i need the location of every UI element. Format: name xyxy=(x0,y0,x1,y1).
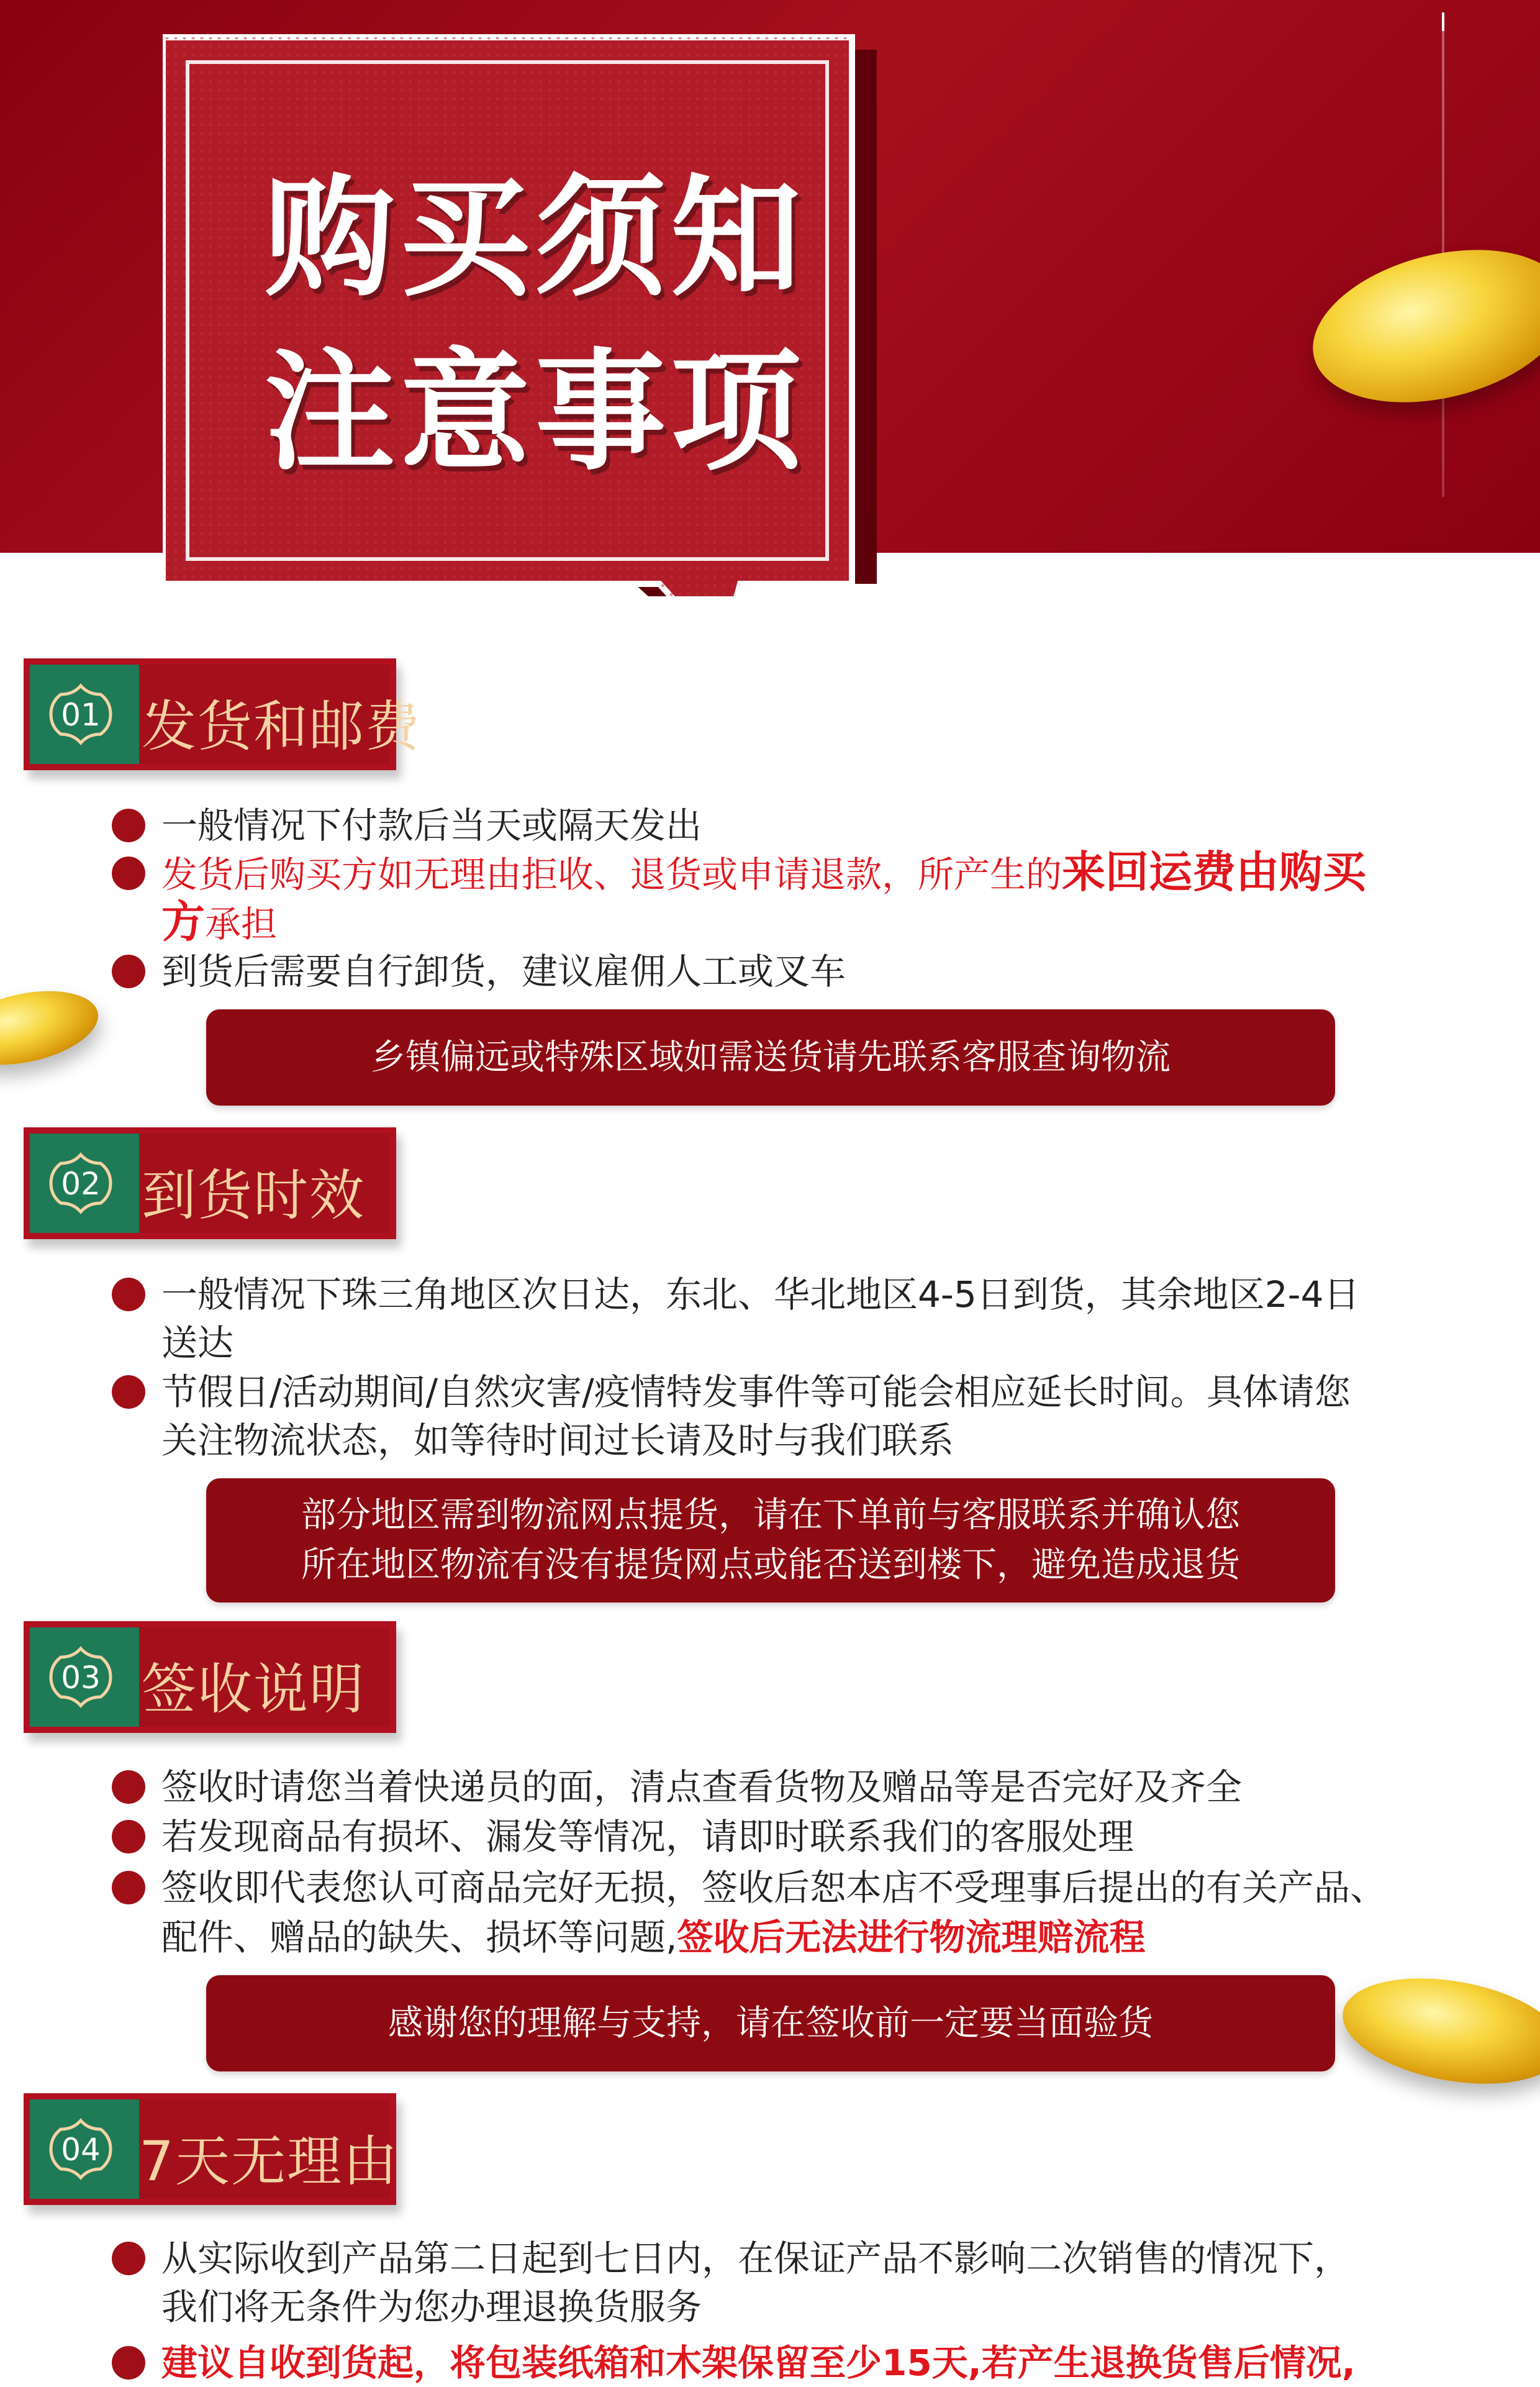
bullet-icon xyxy=(112,809,145,842)
bullet-icon xyxy=(112,1278,145,1311)
notice-text: 乡镇偏远或特殊区域如需送货请先联系客服查询物流 xyxy=(371,1037,1171,1078)
page-title-line1: 购买须知 xyxy=(264,162,806,314)
section-header-04 xyxy=(24,2093,399,2205)
bullet-icon xyxy=(112,1375,145,1409)
bullet-icon xyxy=(112,2346,145,2380)
item-text-normal: 配件、赠品的缺失、损坏等问题, xyxy=(161,1916,677,1958)
section-number: 01 xyxy=(61,697,101,733)
section-title: 到货时效 xyxy=(142,1163,366,1227)
gold-coin-icon xyxy=(1334,1963,1540,2099)
section-header-01 xyxy=(24,658,422,770)
section-number: 02 xyxy=(61,1166,101,1202)
page-title-line2: 注意事项 xyxy=(264,336,806,488)
section-number: 03 xyxy=(61,1660,101,1696)
notice-text-line2: 所在地区物流有没有提货网点或能否送到楼下，避免造成退货 xyxy=(301,1545,1240,1585)
item-text: 一般情况下付款后当天或隔天发出 xyxy=(161,804,702,847)
item-text-red: 发货后购买方如无理由拒收、退货或申请退款，所产生的 xyxy=(161,853,1062,896)
title-speech-bubble xyxy=(163,25,877,596)
gold-coin-icon xyxy=(0,979,105,1076)
notice-bar xyxy=(206,1975,1335,2071)
item-text-red: 建议自收到货起，将包装纸箱和木架保留至少15天,若产生退换货售后情况, xyxy=(161,2342,1356,2384)
bullet-icon xyxy=(112,955,145,988)
bullet-icon xyxy=(112,2242,145,2275)
item-text-line2 xyxy=(161,1913,1503,1962)
item-text-emphasis: 方 xyxy=(161,896,205,947)
item-text-line1: 一般情况下珠三角地区次日达，东北、华北地区4-5日到货，其余地区2-4日 xyxy=(161,1273,1360,1316)
item-text xyxy=(161,848,1503,899)
section-header-03 xyxy=(24,1621,396,1733)
item-text-line1: 签收即代表您认可商品完好无损，签收后恕本店不受理事后提出的有关产品、 xyxy=(161,1866,1387,1909)
notice-bar xyxy=(206,1009,1335,1106)
bullet-icon xyxy=(112,857,145,890)
notice-text-line1: 部分地区需到物流网点提货，请在下单前与客服联系并确认您 xyxy=(301,1495,1240,1535)
item-text-emphasis: 来回运费由购买 xyxy=(1062,847,1367,898)
item-text-line2: 我们将无条件为您办理退换货服务 xyxy=(161,2286,702,2328)
section-header-02 xyxy=(24,1127,396,1239)
item-text-line2: 关注物流状态，如等待时间过长请及时与我们联系 xyxy=(161,1419,954,1462)
notice-bar xyxy=(206,1478,1335,1603)
item-text-line1: 节假日/活动期间/自然灾害/疫情特发事件等可能会相应延长时间。具体请您 xyxy=(161,1371,1351,1413)
item-text-emphasis: 签收后无法进行物流理赔流程 xyxy=(677,1916,1146,1958)
bullet-icon xyxy=(112,1770,145,1804)
section-title: 签收说明 xyxy=(142,1657,366,1721)
item-text: 若发现商品有损坏、漏发等情况，请即时联系我们的客服处理 xyxy=(161,1816,1135,1858)
section-title: 发货和邮费 xyxy=(142,694,422,758)
section-number: 04 xyxy=(61,2132,101,2168)
section-title: 7天无理由 xyxy=(139,2129,399,2193)
item-text-red: 承担 xyxy=(205,903,278,945)
bullet-icon xyxy=(112,1820,145,1853)
bullet-icon xyxy=(112,1871,145,1904)
notice-text: 感谢您的理解与支持，请在签收前一定要当面验货 xyxy=(388,2003,1153,2044)
item-text-line2 xyxy=(161,898,1503,948)
item-text-line1: 从实际收到产品第二日起到七日内，在保证产品不影响二次销售的情况下， xyxy=(161,2237,1351,2280)
item-text-line2: 送达 xyxy=(161,1322,234,1364)
item-text: 到货后需要自行卸货，建议雇佣人工或叉车 xyxy=(161,950,846,993)
item-text: 签收时请您当着快递员的面，清点查看货物及赠品等是否完好及齐全 xyxy=(161,1766,1243,1808)
